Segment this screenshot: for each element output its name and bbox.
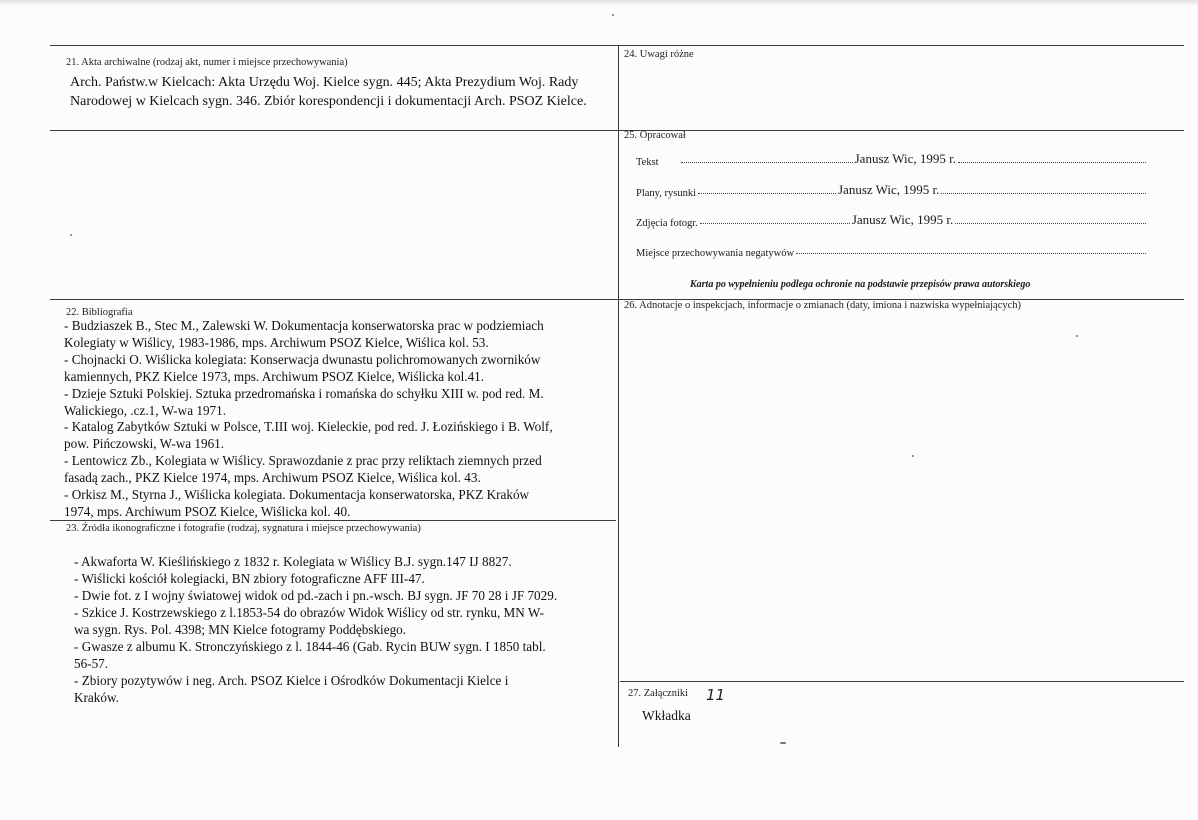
column-divider bbox=[618, 45, 619, 747]
section25-label: 25. Opracował bbox=[624, 130, 686, 141]
bibliography-line: - Katalog Zabytków Sztuki w Polsce, T.III woj. Kieleckie, pod red. J. Łozińskiego i B. Wolf, bbox=[64, 419, 553, 435]
section26-label: 26. Adnotacje o inspekcjach, informacje o zmianach (daty, imiona i nazwiska wypełniających) bbox=[624, 300, 1022, 311]
section22-label: 22. Bibliografia bbox=[66, 307, 133, 318]
bibliography-line: fasadą zach., PKZ Kielce 1974, mps. Archiwum PSOZ Kielce, Wiślica kol. 43. bbox=[64, 470, 481, 486]
iconography-line: - Dwie fot. z I wojny światowej widok od pd.-zach i pn.-wsch. BJ sygn. JF 70 28 i JF 7029. bbox=[74, 588, 558, 603]
scan-edge bbox=[0, 0, 1198, 6]
iconography-line: wa sygn. Rys. Pol. 4398; MN Kielce fotogramy Poddębskiego. bbox=[74, 622, 407, 637]
section21-label: 21. Akta archiwalne (rodzaj akt, numer i miejsce przechowywania) bbox=[66, 57, 348, 68]
dotted-line bbox=[941, 193, 1146, 194]
bibliography-line: Walickiego, .cz.1, W-wa 1971. bbox=[64, 402, 227, 418]
iconography-line: - Zbiory pozytywów i neg. Arch. PSOZ Kielce i Ośrodków Dokumentacji Kielce i bbox=[74, 673, 509, 688]
section27-top-border bbox=[620, 681, 1184, 682]
iconography-line: - Wiślicki kościół kolegiacki, BN zbiory fotograficzne AFF III-47. bbox=[74, 571, 425, 586]
dotted-line bbox=[955, 223, 1146, 224]
bibliography-list bbox=[64, 318, 553, 521]
bibliography-line: kamiennych, PKZ Kielce 1973, mps. Archiwum PSOZ Kielce, Wiślicka kol.41. bbox=[64, 368, 485, 384]
dotted-line bbox=[698, 193, 836, 194]
row-value: Janusz Wic, 1995 r. bbox=[838, 182, 940, 197]
scan-speck bbox=[70, 234, 72, 236]
dotted-line bbox=[958, 162, 1146, 163]
top-border bbox=[50, 45, 1184, 46]
bibliography-line: pow. Pińczowski, W-wa 1961. bbox=[64, 436, 225, 452]
dotted-line bbox=[681, 162, 853, 163]
section27-label: 27. Załączniki bbox=[628, 688, 689, 699]
bibliography-line: - Lentowicz Zb., Kolegiata w Wiślicy. Sprawozdanie z prac przy reliktach ziemnych przed bbox=[64, 453, 542, 469]
bibliography-line: - Dzieje Sztuki Polskiej. Sztuka przedromańska i romańska do schyłku XIII w. pod red. M. bbox=[64, 385, 544, 401]
bibliography-line: Kolegiaty w Wiślicy, 1983-1986, mps. Archiwum PSOZ Kielce, Wiślica kol. 53. bbox=[64, 334, 489, 350]
row1-border bbox=[50, 130, 1184, 131]
bibliography-line: - Orkisz M., Styrna J., Wiślicka kolegiata. Dokumentacja konserwatorska, PKZ Kraków bbox=[64, 487, 530, 503]
iconography-line: - Szkice J. Kostrzewskiego z l.1853-54 do obrazów Widok Wiślicy od str. rynku, MN W- bbox=[74, 605, 544, 620]
section24-label: 24. Uwagi różne bbox=[624, 49, 694, 60]
scan-speck bbox=[912, 455, 914, 457]
iconography-list bbox=[74, 553, 557, 706]
row-value: Janusz Wic, 1995 r. bbox=[851, 212, 954, 227]
attachment-value: Wkładka bbox=[642, 708, 691, 723]
author-row-plans bbox=[636, 184, 1148, 200]
iconography-line: - Gwasze z albumu K. Stronczyńskiego z l. 1844-46 (Gab. Rycin BUW sygn. I 1850 tabl. bbox=[74, 639, 546, 654]
section23-label: 23. Źródła ikonograficzne i fotografie (rodzaj, sygnatura i miejsce przechowywania) bbox=[66, 523, 421, 534]
row-label: Plany, rysunki bbox=[636, 188, 696, 199]
negatives-location-row bbox=[636, 248, 1148, 259]
section21-text bbox=[70, 73, 587, 111]
iconography-line: 56-57. bbox=[74, 656, 109, 671]
row-value: Janusz Wic, 1995 r. bbox=[854, 151, 957, 166]
attachment-count: 11 bbox=[706, 686, 726, 704]
scan-speck bbox=[780, 742, 786, 744]
row-label: Zdjęcia fotogr. bbox=[636, 218, 698, 229]
section21-line: Arch. Państw.w Kielcach: Akta Urzędu Woj. Kielce sygn. 445; Akta Prezydium Woj. Rady bbox=[70, 75, 579, 90]
iconography-line: - Akwaforta W. Kieślińskiego z 1832 r. Kolegiata w Wiślicy B.J. sygn.147 IJ 8827. bbox=[74, 554, 512, 569]
row-label: Miejsce przechowywania negatywów bbox=[636, 248, 795, 259]
section21-line: Narodowej w Kielcach sygn. 346. Zbiór korespondencji i dokumentacji Arch. PSOZ Kielce. bbox=[70, 94, 587, 109]
row-label: Tekst bbox=[636, 157, 659, 168]
iconography-line: Kraków. bbox=[74, 690, 119, 705]
bibliography-line: - Budziaszek B., Stec M., Zalewski W. Dokumentacja konserwatorska prac w podziemiach bbox=[64, 318, 544, 333]
dotted-line bbox=[796, 253, 1146, 254]
dotted-line bbox=[700, 223, 850, 224]
bibliography-line: - Chojnacki O. Wiślicka kolegiata: Konserwacja dwunastu polichromowanych zworników bbox=[64, 351, 541, 367]
author-row-photos bbox=[636, 214, 1148, 230]
author-row-text bbox=[636, 153, 1148, 169]
scan-speck bbox=[612, 14, 614, 16]
scan-speck bbox=[1076, 335, 1078, 337]
copyright-notice: Karta po wypełnieniu podlega ochronie na podstawie przepisów prawa autorskiego bbox=[690, 279, 1031, 290]
bibliography-line: 1974, mps. Archiwum PSOZ Kielce, Wiślicka kol. 40. bbox=[64, 503, 351, 519]
